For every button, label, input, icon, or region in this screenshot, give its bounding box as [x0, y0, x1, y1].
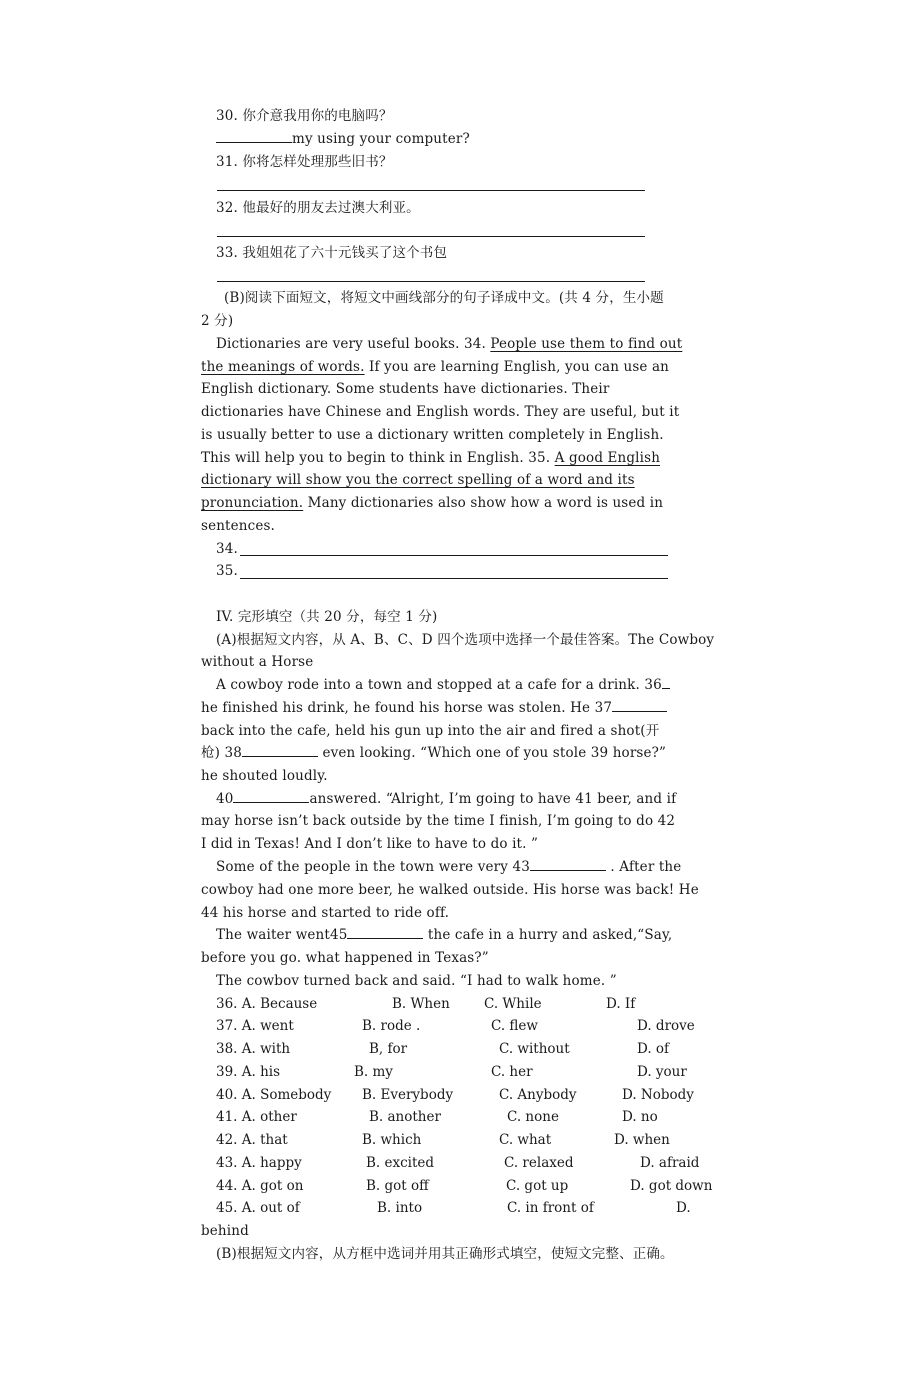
answer-line-34[interactable]	[240, 555, 668, 556]
option-44-a[interactable]: 44. A. got on	[216, 1178, 304, 1194]
option-36-c[interactable]: C. While	[484, 996, 542, 1012]
cloze-text: even looking. “Which one of you stole 39 horse?”	[318, 745, 667, 761]
option-39-b[interactable]: B. my	[354, 1064, 393, 1080]
part-b-instructions-cont: 2 分)	[201, 313, 234, 329]
answer-blank-36[interactable]	[662, 675, 670, 689]
answer-label-35: 35.	[216, 563, 238, 579]
option-37-d[interactable]: D. drove	[637, 1018, 695, 1034]
answer-line-31[interactable]	[217, 190, 645, 191]
cloze-line	[201, 698, 711, 718]
answer-blank-30[interactable]	[216, 129, 292, 143]
cloze-line: he shouted loudly.	[201, 768, 328, 784]
cloze-line	[216, 675, 726, 695]
underlined-sentence-34-cont: the meanings of words.	[201, 359, 365, 375]
passage-text: If you are learning English, you can use an	[364, 359, 670, 375]
option-41-a[interactable]: 41. A. other	[216, 1109, 297, 1125]
passage-text: Dictionaries are very useful books. 34.	[216, 336, 491, 352]
question-30-english: my using your computer?	[292, 131, 470, 147]
question-31-prompt: 31. 你将怎样处理那些旧书？	[216, 154, 393, 170]
underlined-sentence-35-end: pronunciation.	[201, 495, 304, 511]
option-44-c[interactable]: C. got up	[506, 1178, 569, 1194]
option-40-d[interactable]: D. Nobody	[622, 1087, 694, 1103]
underlined-sentence-35: A good English	[554, 450, 661, 466]
underlined-sentence-35-cont: dictionary will show you the correct spelling of a word and its	[201, 472, 635, 488]
cloze-line	[216, 925, 726, 945]
passage-line: dictionaries have Chinese and English words. They are useful, but it	[201, 404, 680, 420]
option-42-a[interactable]: 42. A. that	[216, 1132, 288, 1148]
cloze-text: The waiter went45	[216, 927, 348, 943]
answer-line-33[interactable]	[217, 281, 645, 282]
passage-line	[201, 357, 711, 377]
passage-line	[201, 470, 711, 490]
option-43-c[interactable]: C. relaxed	[504, 1155, 574, 1171]
question-33-prompt: 33. 我姐姐花了六十元钱买了这个书包	[216, 245, 448, 261]
option-39-a[interactable]: 39. A. his	[216, 1064, 281, 1080]
underlined-sentence-34: People use them to find out	[490, 336, 683, 352]
answer-blank-37[interactable]	[612, 698, 667, 712]
passage-text: Many dictionaries also show how a word is used in	[303, 495, 664, 511]
option-39-d[interactable]: D. your	[637, 1064, 687, 1080]
option-40-a[interactable]: 40. A. Somebody	[216, 1087, 332, 1103]
answer-line-35[interactable]	[240, 578, 668, 579]
cloze-text: . After the	[605, 859, 682, 875]
cloze-line: back into the cafe, held his gun up into the air and fired a shot(开	[201, 723, 660, 739]
passage-line: is usually better to use a dictionary written completely in English.	[201, 427, 664, 443]
cloze-text: he finished his drink, he found his horse was stolen. He 37	[201, 700, 613, 716]
section-iv-heading: IV. 完形填空（共 20 分，每空 1 分)	[216, 609, 438, 625]
option-43-d[interactable]: D. afraid	[640, 1155, 700, 1171]
answer-label-34: 34.	[216, 541, 238, 557]
cloze-line: may horse isn’t back outside by the time I finish, I’m going to do 42	[201, 813, 676, 829]
option-41-d[interactable]: D. no	[622, 1109, 658, 1125]
option-37-c[interactable]: C. flew	[491, 1018, 538, 1034]
option-43-b[interactable]: B. excited	[366, 1155, 435, 1171]
option-36-a[interactable]: 36. A. Because	[216, 996, 318, 1012]
cloze-line: 44 his horse and started to ride off.	[201, 905, 450, 921]
option-41-b[interactable]: B. another	[369, 1109, 441, 1125]
part-b-instructions: (B)阅读下面短文，将短文中画线部分的句子译成中文。(共 4 分，生小题	[224, 290, 664, 306]
cloze-line: The cowbov turned back and said. “I had to walk home. ”	[216, 973, 617, 989]
cloze-text: A cowboy rode into a town and stopped at a cafe for a drink. 36	[216, 677, 662, 693]
passage-line	[201, 448, 711, 468]
question-30-prompt: 30. 你介意我用你的电脑吗？	[216, 108, 393, 124]
option-42-c[interactable]: C. what	[499, 1132, 552, 1148]
question-32-prompt: 32. 他最好的朋友去过澳大利亚。	[216, 200, 420, 216]
passage-line	[201, 493, 711, 513]
option-42-b[interactable]: B. which	[362, 1132, 422, 1148]
option-36-d[interactable]: D. If	[606, 996, 636, 1012]
part-b-cloze-instructions: (B)根据短文内容，从方框中选词并用其正确形式填空，使短文完整、正确。	[216, 1246, 674, 1262]
passage-line	[216, 334, 726, 354]
passage-line: English dictionary. Some students have dictionaries. Their	[201, 381, 610, 397]
option-38-b[interactable]: B, for	[369, 1041, 408, 1057]
cloze-text: answered. “Alright, I’m going to have 41 beer, and if	[309, 791, 677, 807]
option-45-d[interactable]: D.	[676, 1200, 691, 1216]
passage-line: sentences.	[201, 518, 275, 534]
cloze-line	[216, 857, 726, 877]
cloze-text: the cafe in a hurry and asked,“Say,	[423, 927, 673, 943]
option-37-b[interactable]: B. rode .	[362, 1018, 421, 1034]
cloze-text: 40	[216, 791, 234, 807]
option-45-b[interactable]: B. into	[377, 1200, 423, 1216]
option-43-a[interactable]: 43. A. happy	[216, 1155, 302, 1171]
cloze-text: Some of the people in the town were very 43	[216, 859, 530, 875]
option-45-a[interactable]: 45. A. out of	[216, 1200, 300, 1216]
option-39-c[interactable]: C. her	[491, 1064, 533, 1080]
option-37-a[interactable]: 37. A. went	[216, 1018, 294, 1034]
option-41-c[interactable]: C. none	[507, 1109, 559, 1125]
option-45-c[interactable]: C. in front of	[507, 1200, 594, 1216]
option-38-d[interactable]: D. of	[637, 1041, 670, 1057]
passage-text: This will help you to begin to think in English. 35.	[201, 450, 555, 466]
cloze-line	[216, 789, 726, 809]
option-40-b[interactable]: B. Everybody	[362, 1087, 454, 1103]
answer-blank-43[interactable]	[530, 857, 606, 871]
cloze-text: 枪) 38	[201, 745, 242, 761]
option-45-d-wrap: behind	[201, 1223, 249, 1239]
part-a-instructions: (A)根据短文内容，从 A、B、C、D 四个选项中选择一个最佳答案。The Cowboy	[216, 632, 715, 648]
option-38-a[interactable]: 38. A. with	[216, 1041, 291, 1057]
option-36-b[interactable]: B. When	[392, 996, 450, 1012]
cloze-line: I did in Texas! And I don’t like to have to do it. ”	[201, 836, 539, 852]
answer-blank-45[interactable]	[347, 925, 423, 939]
part-a-instructions-cont: without a Horse	[201, 654, 314, 670]
cloze-line	[201, 743, 711, 763]
option-42-d[interactable]: D. when	[614, 1132, 670, 1148]
answer-line-32[interactable]	[217, 236, 645, 237]
option-40-c[interactable]: C. Anybody	[499, 1087, 577, 1103]
answer-blank-38[interactable]	[242, 743, 318, 757]
option-44-b[interactable]: B. got off	[366, 1178, 429, 1194]
question-30-line	[216, 129, 726, 149]
cloze-line: cowboy had one more beer, he walked outside. His horse was back! He	[201, 882, 699, 898]
option-38-c[interactable]: C. without	[499, 1041, 570, 1057]
answer-blank-40[interactable]	[233, 789, 309, 803]
option-44-d[interactable]: D. got down	[630, 1178, 713, 1194]
cloze-line: before you go. what happened in Texas?”	[201, 950, 489, 966]
